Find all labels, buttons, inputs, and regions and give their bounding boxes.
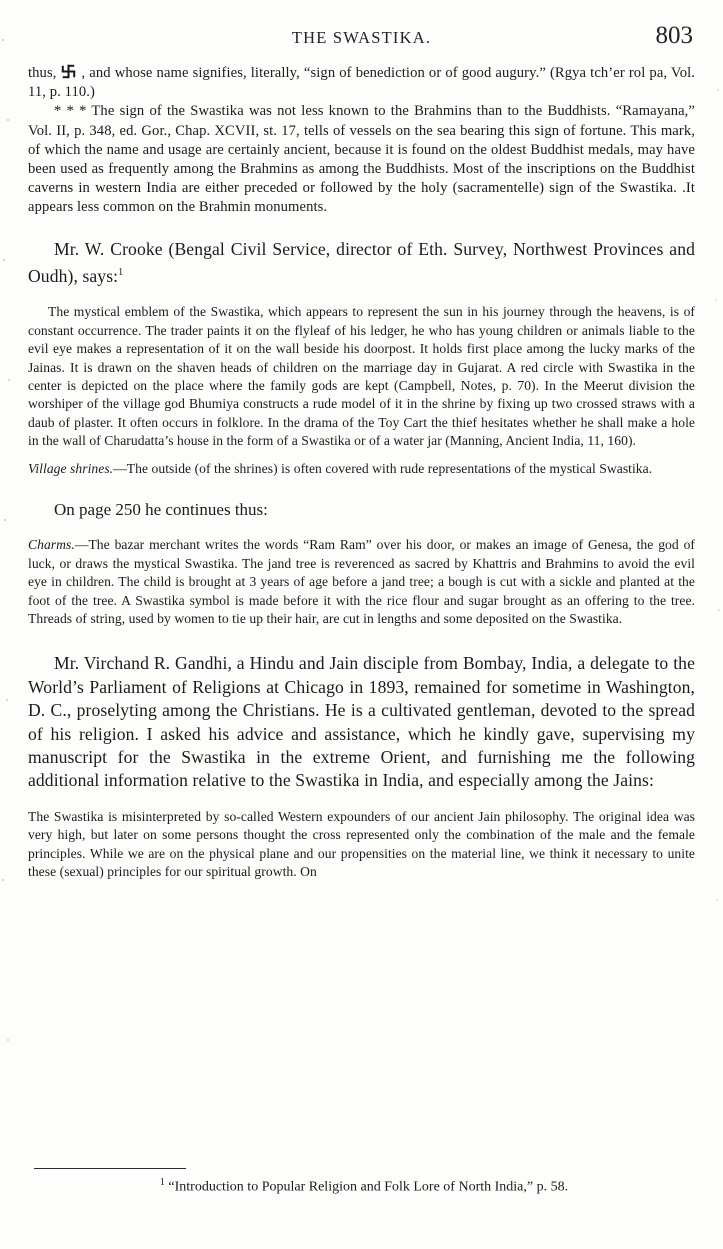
footnote xyxy=(34,1174,694,1197)
heading-page-250: On page 250 he continues thus: xyxy=(54,499,268,519)
footnote-marker: 1 xyxy=(159,1177,165,1188)
heading-crooke xyxy=(28,238,695,289)
para-text-after-glyph: , and whose name signifies, literally, “sign of benediction or of good augury.” (Rgya tch’er rol pa, Vol. 11, p. 110.) xyxy=(28,65,695,101)
swastika-icon xyxy=(59,62,78,81)
charms-text: —The bazar merchant writes the words “Ram Ram” over his door, or makes an image of Genesa, the god of luck, or draws the mystical Swastika. The jand tree is reverenced as sacred by Khattris and Brahmins to avoid the evil eye in children. The child is brought at 3 years of age before a jand tree; a bough is cut with a sickle and planted at the foot of the tree. A Swastika symbol is made before it with the rice flour and sugar brought as an offering to the tree. Threads of string, used by women to tie up their hair, are cut in lengths and some deposited on the Swastika. xyxy=(28,537,695,626)
para-text-before-glyph: thus, xyxy=(28,65,57,81)
page-edge-left-speckle xyxy=(0,0,14,1249)
paragraph-village-shrines xyxy=(28,460,695,478)
page-number: 803 xyxy=(655,22,693,49)
paragraph-charms xyxy=(28,536,695,628)
paragraph-gandhi-quote: The Swastika is misinterpreted by so-called Western expounders of our ancient Jain philosophy. The original idea was very high, but later on some persons thought the cross represented only the combination of the male and the female principles. While we are on the physical plane and our propensities on the material line, we think it necessary to unite these (sexual) principles for our spiritual growth. On xyxy=(28,808,695,880)
paragraph-quote-continuation xyxy=(28,62,695,102)
village-shrines-text: —The outside (of the shrines) is often covered with rude representations of the mystical Swastika. xyxy=(113,460,653,476)
paragraph-brahmins: * * * The sign of the Swastika was not less known to the Brahmins than to the Buddhists. “Ramayana,” Vol. II, p. 348, ed. Gor., Chap. XCVII, st. 17, tells of vessels on the sea bearing this sign of fortune. This mark, of which the name and usage are certainly ancient, because it is found on the oldest Buddhist medals, may have been used as frequently among the Brahmins as among the Buddhists. Most of the inscriptions on the Buddhist caverns in western India are either preceded or followed by the holy (sacramentelle) sign of the Swastika. .It appears less common on the Brahmin monuments. xyxy=(28,103,695,216)
footnote-text: “Introduction to Popular Religion and Folk Lore of North India,” p. 58. xyxy=(168,1179,569,1195)
charms-label: Charms. xyxy=(28,537,75,553)
running-head xyxy=(28,22,695,62)
page-content xyxy=(28,22,695,881)
paragraph-crooke-quote: The mystical emblem of the Swastika, which appears to represent the sun in his journey through the heavens, is of constant occurrence. The trader paints it on the flyleaf of his ledger, he who has young children or animals liable to the evil eye makes a representation of it on the wall beside his doorpost. It holds first place among the lucky marks of the Jainas. It is drawn on the shaven heads of children on the marriage day in Gujarat. A red circle with Swastika in the center is depicted on the place where the family gods are kept (Campbell, Notes, p. 70). In the Meerut division the worshiper of the village god Bhumiya constructs a rude model of it in the shrine by fixing up two crossed straws with a daub of plaster. It often occurs in folklore. In the drama of the Toy Cart the thief hesitates whether he shall make a hole in the wall of Charudatta’s house in the form of a Swastika or of a water jar (Manning, Ancient India, 11, 160). xyxy=(28,304,695,449)
footnote-rule xyxy=(34,1168,186,1169)
heading-crooke-text: Mr. W. Crooke (Bengal Civil Service, director of Eth. Survey, Northwest Provinces and Oudh), says: xyxy=(28,238,695,286)
village-shrines-label: Village shrines. xyxy=(28,460,114,476)
paragraph-gandhi-intro: Mr. Virchand R. Gandhi, a Hindu and Jain disciple from Bombay, India, a delegate to the World’s Parliament of Religions at Chicago in 1893, remained for sometime in Washington, D. C., proselyting among the Christians. He is a cultivated gentleman, devoted to the spread of his religion. I asked his advice and assistance, which he kindly gave, supervising my manuscript for the Swastika in the extreme Orient, and furnishing me the following additional information relative to the Swastika in India, and especially among the Jains: xyxy=(28,653,695,791)
page-edge-right-speckle xyxy=(713,0,723,1249)
running-head-title: THE SWASTIKA. xyxy=(291,28,432,47)
footnote-reference: 1 xyxy=(118,267,124,279)
